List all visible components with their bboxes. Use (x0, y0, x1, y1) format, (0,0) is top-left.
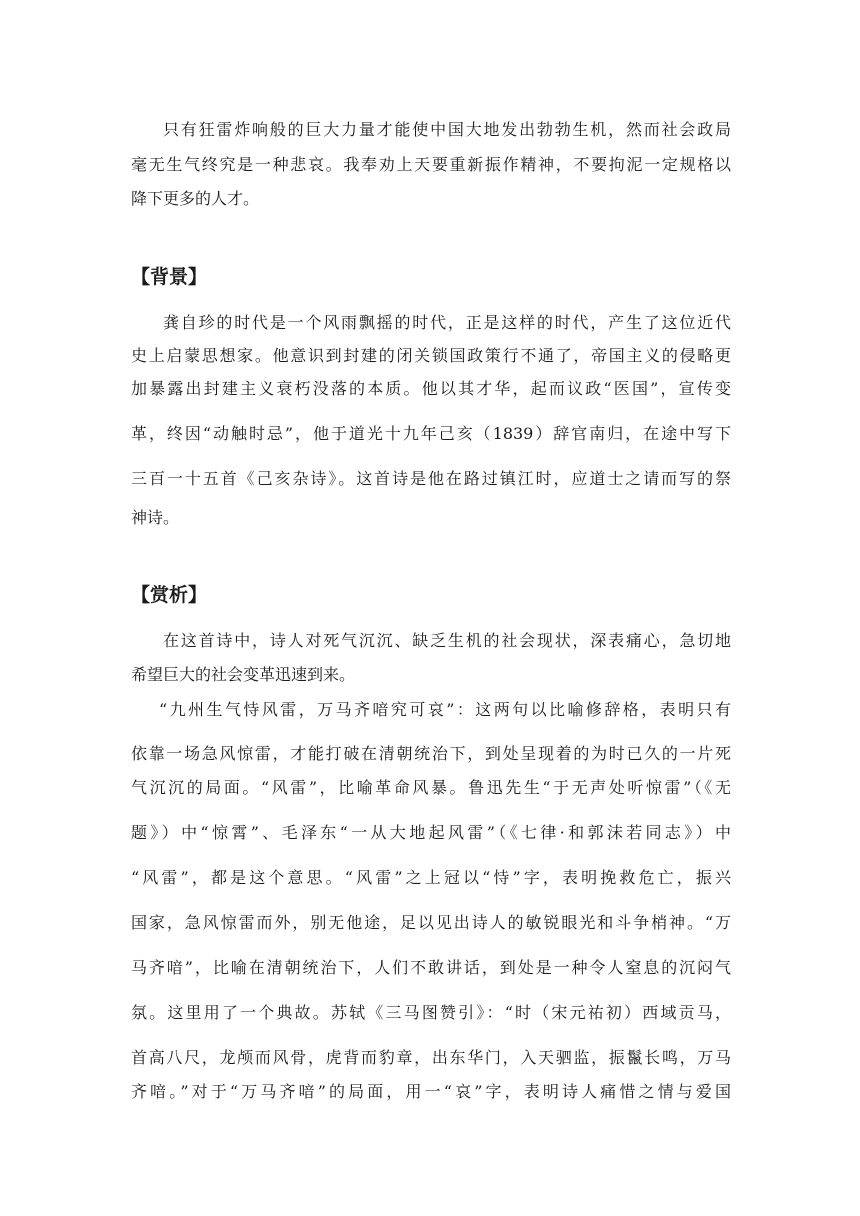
intro-line-3: 降下更多的人才。 (131, 189, 260, 208)
appreciation-line-11: 首高八尺，龙颅而风骨，虎背而豹章，出东华门，入天驷监，振鬣长鸣，万马 (131, 1048, 731, 1067)
appreciation-line-4: 依靠一场急风惊雷，才能打破在清朝统治下，到处呈现着的为时已久的一片死 (131, 744, 731, 763)
section-heading-background: 【背景】 (131, 266, 208, 288)
appreciation-line-6: 题》）中“惊霄”、毛泽东“一从大地起风雷”（《七律·和郭沫若同志》）中 (131, 823, 731, 842)
appreciation-line-9: 马齐喑”，比喻在清朝统治下，人们不敢讲话，到处是一种令人窒息的沉闷气 (131, 958, 731, 977)
background-line-5: 三百一十五首《己亥杂诗》。这首诗是他在路过镇江时，应道士之请而写的祭 (131, 469, 731, 488)
appreciation-line-7: “风雷”，都是这个意思。“风雷”之上冠以“恃”字，表明挽救危亡，振兴 (131, 868, 731, 887)
intro-line-2: 毫无生气终究是一种悲哀。我奉劝上天要重新振作精神，不要拘泥一定规格以 (131, 155, 731, 174)
background-line-2: 史上启蒙思想家。他意识到封建的闭关锁国政策行不通了，帝国主义的侵略更 (131, 346, 731, 365)
appreciation-line-3: “九州生气恃风雷，万马齐喑究可哀”：这两句以比喻修辞格，表明只有 (159, 700, 731, 719)
background-line-6: 神诗。 (131, 508, 180, 527)
appreciation-line-2: 希望巨大的社会变革迅速到来。 (131, 665, 356, 684)
background-line-3: 加暴露出封建主义衰朽没落的本质。他以其才华，起而议政“医国”，宣传变 (131, 379, 731, 398)
background-line-1: 龚自珍的时代是一个风雨飘摇的时代，正是这样的时代，产生了这位近代 (163, 313, 731, 332)
appreciation-line-10: 氛。这里用了一个典故。苏轼《三马图赞引》：“时（宋元祐初）西域贡马， (131, 1003, 731, 1022)
appreciation-line-12: 齐喑。”对于“万马齐喑”的局面，用一“哀”字，表明诗人痛惜之情与爱国 (131, 1082, 731, 1101)
background-line-4: 革，终因“动触时忌”，他于道光十九年己亥（1839）辞官南归，在途中写下 (131, 424, 731, 443)
section-heading-appreciation: 【赏析】 (131, 584, 208, 606)
appreciation-line-5: 气沉沉的局面。“风雷”，比喻革命风暴。鲁迅先生“于无声处听惊雷”（《无 (131, 778, 731, 797)
appreciation-line-1: 在这首诗中，诗人对死气沉沉、缺乏生机的社会现状，深表痛心，急切地 (163, 631, 731, 650)
intro-line-1: 只有狂雷炸响般的巨大力量才能使中国大地发出勃勃生机，然而社会政局 (163, 120, 731, 139)
appreciation-line-8: 国家，急风惊雷而外，别无他途，足以见出诗人的敏锐眼光和斗争梢神。“万 (131, 913, 731, 932)
